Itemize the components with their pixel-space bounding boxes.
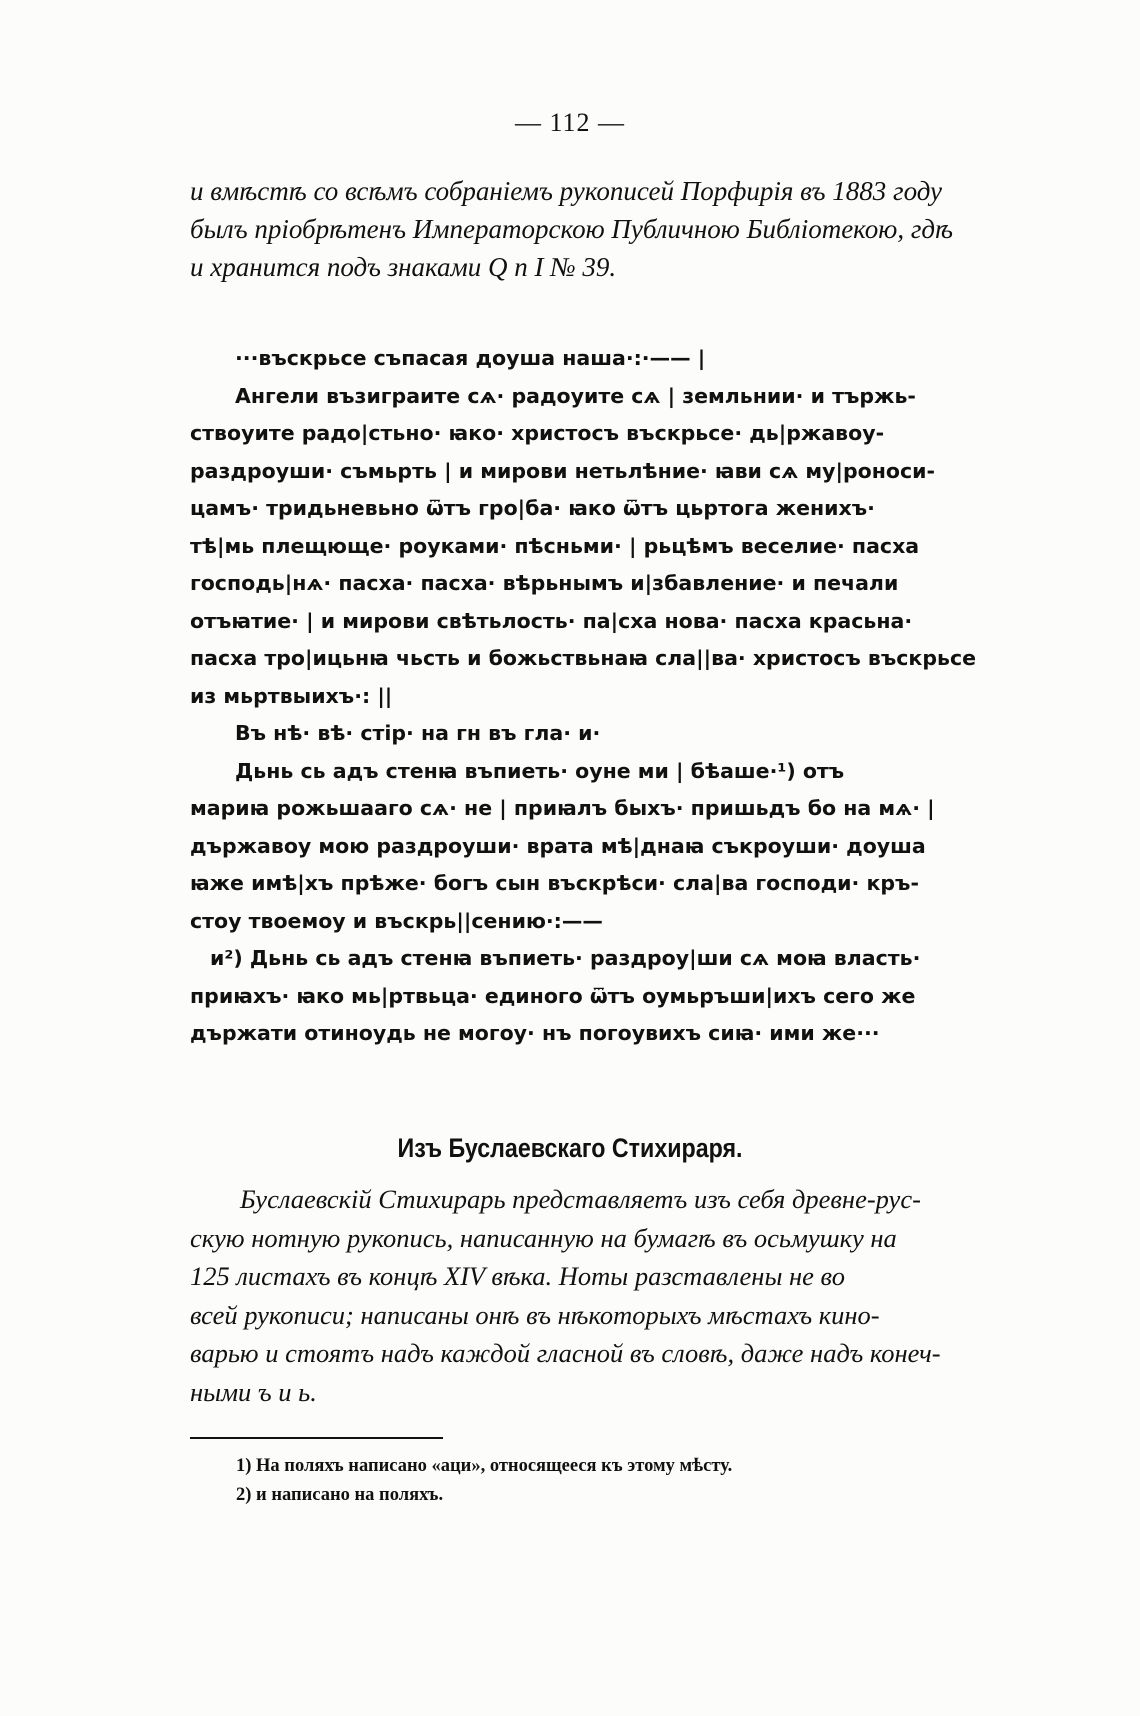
chant-line: държати отиноудь не могоу· нъ погоувихъ сиꙗ· ими же··· xyxy=(190,1021,880,1045)
footnotes xyxy=(236,1452,996,1510)
intro-paragraph xyxy=(190,172,990,286)
chant-line: стоу твоемоу и въскрь||сению·:—— xyxy=(190,908,603,933)
chant-line: тѣ|мь плещюще· роуками· пѣсньми· | рьцѣмъ веселие· пасха xyxy=(190,533,920,558)
section-line: Буслаевскій Стихирарь представляетъ изъ себя древне-рус- xyxy=(240,1184,921,1214)
page-number: — 112 — xyxy=(514,108,626,137)
chant-line: раздроуши· съмьрть | и мирови нетьлѣние· ꙗви сѧ му|роноси- xyxy=(190,458,936,483)
section-heading: Изъ Буслаевскаго Стихираря. xyxy=(397,1133,743,1163)
chant-line: Ангели възиграите сѧ· радоуите сѧ | земльнии· и тържь- xyxy=(235,383,916,408)
section-line: варью и стоятъ надъ каждой гласной въ словѣ, даже надъ конеч- xyxy=(190,1338,941,1368)
intro-line: былъ пріобрѣтенъ Императорскою Публичною Библіотекою, гдѣ xyxy=(190,214,954,244)
chant-line: господь|нѧ· пасха· пасха· вѣрьнымъ и|збавление· и печали xyxy=(190,571,899,595)
section-line: ными ъ и ь. xyxy=(190,1376,317,1407)
chant-line: Дьнь сь адъ стенꙗ въпиеть· оуне ми | бѣаше·¹) отъ xyxy=(235,758,845,783)
chant-line: отъꙗтие· | и мирови свѣтьлость· па|сха нова· пасха красьна· xyxy=(190,608,913,633)
chant-line: Въ нѣ· вѣ· стір· на гн въ гла· и· xyxy=(235,721,601,745)
chant-line: из мьртвыихъ·: || xyxy=(190,683,393,708)
chant-line: мариꙗ рожьшааго сѧ· не | приꙗлъ быхъ· пришьдъ бо на мѧ· | xyxy=(190,796,935,820)
footnote: 2) и написано на поляхъ. xyxy=(236,1485,444,1505)
section-paragraph xyxy=(190,1180,990,1411)
intro-line: и хранится подъ знаками Q п I № 39. xyxy=(190,252,617,282)
section-line: всей рукописи; написаны онѣ въ нѣкоторыхъ мѣстахъ кино- xyxy=(190,1299,880,1330)
chant-line: ···въскрьсе съпасая доуша наша·:·—— | xyxy=(235,346,706,370)
slavonic-chant-text xyxy=(190,340,990,1053)
chant-line: приꙗхъ· ꙗко мь|ртвьца· единого ѿтъ оумьръши|ихъ сего же xyxy=(190,983,916,1008)
chant-line: държавоу мою раздроуши· врата мѣ|днаꙗ съкроуши· доуша xyxy=(190,833,926,858)
chant-line: и²) Дьнь сь адъ стенꙗ въпиеть· раздроу|ши сѧ моꙗ власть· xyxy=(210,946,921,970)
chant-line: ꙗже имѣ|хъ прѣже· богъ сын въскрѣси· сла|ва господи· кръ- xyxy=(190,871,919,895)
chant-line: ствоуите радо|стьно· ꙗко· христосъ въскрьсе· дь|ржавоу- xyxy=(190,421,885,445)
chant-line: пасха тро|ицьнꙗ чьсть и божьствьнаꙗ сла||ва· христосъ въскрьсе xyxy=(190,646,977,670)
footnote-divider xyxy=(190,1437,443,1439)
section-line: скую нотную рукопись, написанную на бумагѣ въ осьмушку на xyxy=(190,1222,897,1253)
footnote: 1) На поляхъ написано «аци», относящееся къ этому мѣсту. xyxy=(236,1456,733,1476)
intro-line: и вмѣстѣ со всѣмъ собраніемъ рукописей Порфирія въ 1883 году xyxy=(190,176,943,206)
chant-line: цамъ· тридьневьно ѿтъ гро|ба· ꙗко ѿтъ цьртога женихъ· xyxy=(190,496,875,520)
section-line: 125 листахъ въ концѣ XIV вѣка. Ноты разставлены не во xyxy=(190,1261,845,1291)
